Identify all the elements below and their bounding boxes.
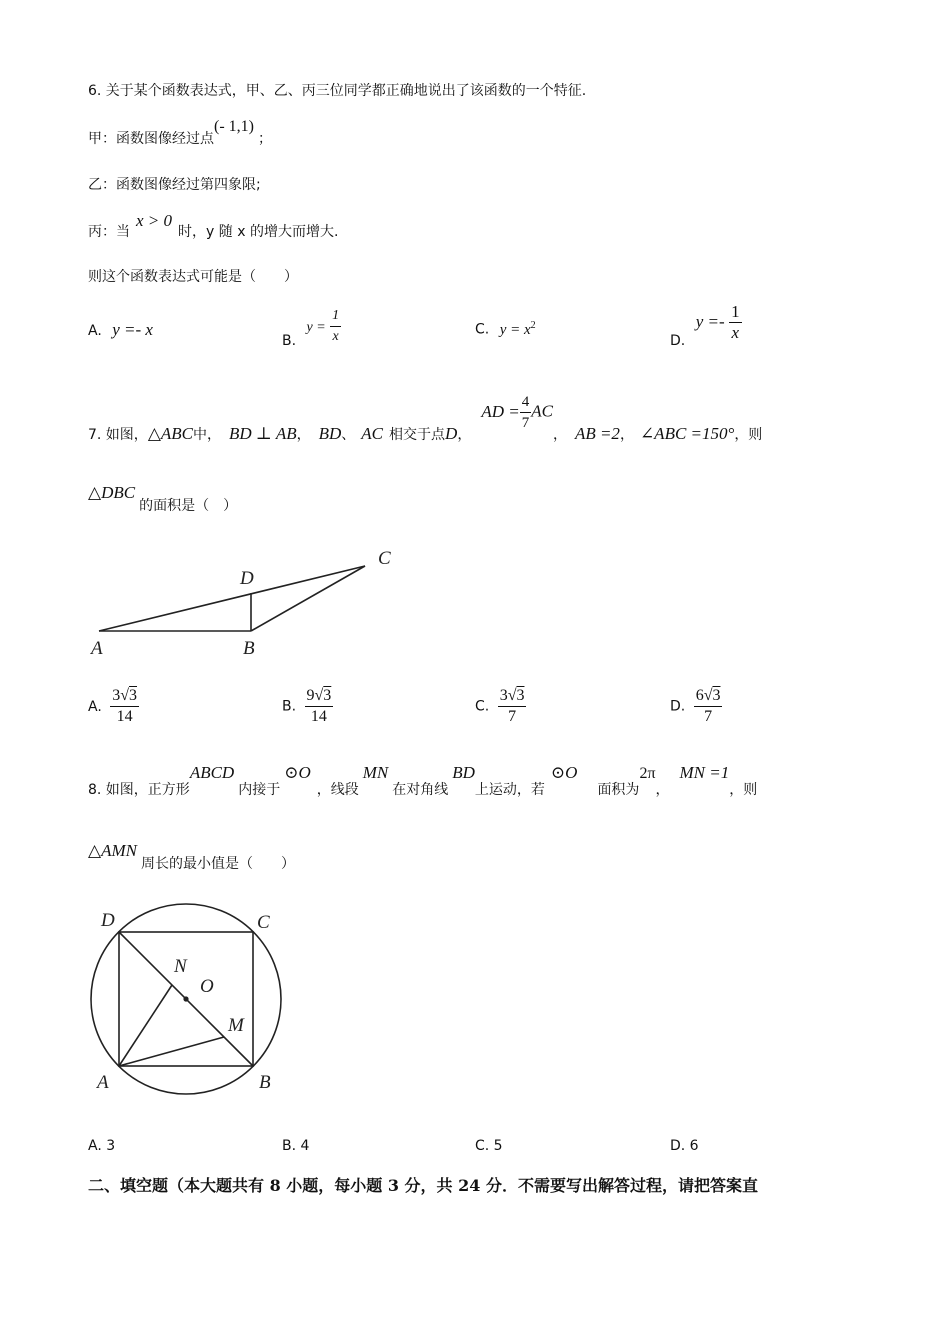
- q8-option-d[interactable]: D. 6: [670, 1138, 699, 1154]
- q8-stem: 8. 如图，正方形ABCD内接于⊙O，线段MN在对角线BD上运动，若⊙O面积为2π，MN =1，则: [88, 763, 758, 798]
- q8-bd: BD: [452, 763, 475, 782]
- q8-tri: △AMN: [88, 841, 137, 860]
- q8-option-b[interactable]: B. 4: [282, 1138, 310, 1154]
- option-label: A.: [88, 323, 102, 339]
- label-o: O: [200, 976, 214, 997]
- q6-jia-end: ；: [257, 131, 272, 147]
- q6-b-frac: $\frac{1}{x}$: [332, 308, 340, 344]
- q7-option-c[interactable]: C. $\frac{3√3}{7}$: [475, 687, 525, 725]
- q6-a-expr: y =- x: [112, 320, 153, 339]
- q7-tri2: △DBC: [88, 483, 136, 502]
- q6-option-d[interactable]: [670, 302, 742, 349]
- q8-option-c[interactable]: C. 5: [475, 1138, 503, 1154]
- q6-bing-cond: x > 0: [136, 211, 173, 230]
- label-d: D: [240, 568, 254, 589]
- seg-ac: [99, 566, 365, 631]
- label-d: D: [101, 910, 115, 931]
- q8-figure: [85, 898, 295, 1098]
- label-a: A: [91, 638, 103, 659]
- q8-ask-line: [88, 841, 295, 872]
- q7-option-d[interactable]: D. $\frac{6√3}{7}$: [670, 687, 721, 725]
- option-label: A.: [88, 698, 102, 715]
- q7-tri: △ABC: [147, 423, 193, 443]
- q8-circle2: ⊙O: [550, 763, 578, 782]
- q7-stem: 7. 如图，△ABC中， BD ⊥ AB， BD、 AC 相交于点D，AD = $\frac{4}{7}$ AC， AB =2， ∠ABC =150°，则: [88, 394, 763, 443]
- section2-title: 二、填空题（本大题共有 8 小题，每小题 3 分，共 24 分．不需要写出解答过程，请把答案直: [88, 1176, 758, 1195]
- q8-area: 2π: [639, 765, 656, 782]
- q7-ad-frac: $\frac{4}{7}$: [521, 394, 530, 431]
- option-label: B.: [282, 698, 297, 715]
- label-n: N: [174, 956, 187, 977]
- q6-c-exp: 2: [530, 320, 536, 331]
- q6-bing-label: 丙：当: [88, 224, 130, 240]
- q6-option-a[interactable]: [88, 320, 153, 340]
- label-m: M: [228, 1015, 244, 1036]
- q8-mn: MN: [362, 763, 389, 782]
- q7-option-b[interactable]: B. $\frac{9√3}{14}$: [282, 687, 332, 725]
- q6-option-c[interactable]: [475, 320, 536, 339]
- q6-c-base: y = x: [499, 321, 531, 338]
- q6-jia: [88, 118, 272, 148]
- q7-ask-line: [88, 483, 238, 514]
- seg-bc: [251, 566, 365, 631]
- q6-yi: 乙：函数图像经过第四象限;: [88, 177, 261, 193]
- q7-perp: BD ⊥ AB: [229, 423, 297, 443]
- q7-option-a[interactable]: A. $\frac{3√3}{14}$: [88, 687, 138, 725]
- label-c: C: [257, 912, 270, 933]
- q6-stem: 6. 关于某个函数表达式，甲、乙、丙三位同学都正确地说出了该函数的一个特征.: [88, 83, 587, 99]
- q8-ask: 周长的最小值是（ ）: [140, 856, 295, 872]
- option-label: C.: [475, 698, 490, 715]
- q7-figure: [85, 540, 405, 665]
- q6-option-b[interactable]: [282, 306, 341, 347]
- q7-ab: AB =2: [574, 423, 620, 443]
- q8-mn1: MN =1: [679, 763, 730, 782]
- option-label: B.: [282, 332, 297, 349]
- q6-bing-end: 时，y 随 x 的增大而增大.: [178, 224, 339, 240]
- q8-option-a[interactable]: A. 3: [88, 1138, 116, 1154]
- q6-ask: 则这个函数表达式可能是（ ）: [88, 269, 298, 285]
- option-label: D.: [670, 332, 686, 349]
- q6-jia-label: 甲：函数图像经过点: [88, 131, 214, 147]
- q6-bing: [88, 211, 339, 241]
- q8-abcd: ABCD: [189, 763, 235, 782]
- q7-ad-lhs: AD =: [481, 401, 520, 421]
- option-label: C.: [475, 321, 490, 338]
- q6-jia-point: (- 1,1): [214, 118, 254, 135]
- label-b: B: [259, 1072, 271, 1093]
- label-a: A: [97, 1072, 109, 1093]
- label-c: C: [378, 548, 391, 569]
- q8-circle: ⊙O: [284, 763, 311, 782]
- option-label: D.: [670, 698, 686, 715]
- q6-b-lhs: y =: [306, 319, 326, 335]
- q6-d-frac: $\frac{1}{x}$: [731, 302, 740, 342]
- q6-d-lhs: y =-: [695, 311, 725, 331]
- q7-angle: ∠ABC =150°: [639, 423, 735, 443]
- q7-ask: 的面积是（ ）: [139, 498, 238, 514]
- label-b: B: [243, 638, 255, 659]
- center-dot: [183, 996, 188, 1001]
